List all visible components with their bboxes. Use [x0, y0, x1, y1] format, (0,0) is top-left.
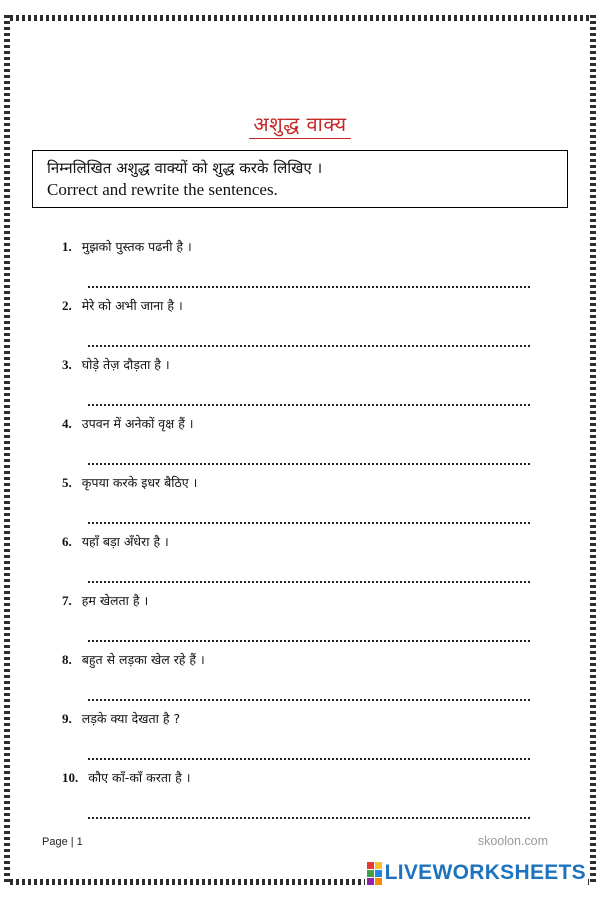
- question-number: 3.: [62, 357, 72, 372]
- liveworksheets-logo[interactable]: [365, 860, 588, 886]
- answer-input[interactable]: [88, 567, 530, 583]
- question-text: लड़के क्या देखता है ?: [81, 711, 181, 726]
- question-line: [62, 710, 532, 728]
- question-line: [62, 238, 532, 256]
- liveworksheets-grid-icon: [367, 862, 382, 885]
- question-item: [62, 356, 532, 415]
- question-text: बहुत से लड़का खेल रहे हैं ।: [81, 652, 205, 667]
- answer-input[interactable]: [88, 685, 530, 701]
- answer-input[interactable]: [88, 331, 530, 347]
- question-number: 7.: [62, 593, 72, 608]
- question-item: [62, 474, 532, 533]
- question-item: [62, 238, 532, 297]
- logo-tile: [375, 878, 382, 885]
- answer-input[interactable]: [88, 449, 530, 465]
- question-number: 5.: [62, 475, 72, 490]
- question-item: [62, 710, 532, 769]
- question-text: उपवन में अनेकों वृक्ष हैं ।: [81, 416, 194, 431]
- question-line: [62, 533, 532, 551]
- site-credit: skoolon.com: [477, 834, 548, 848]
- question-text: कौए काँ-काँ करता है ।: [88, 770, 191, 785]
- decorative-border-top: [4, 15, 596, 21]
- decorative-border-right: [590, 15, 596, 885]
- instruction-box: [32, 150, 568, 208]
- question-item: [62, 533, 532, 592]
- answer-input[interactable]: [88, 626, 530, 642]
- answer-input[interactable]: [88, 508, 530, 524]
- logo-tile: [375, 870, 382, 877]
- question-number: 4.: [62, 416, 72, 431]
- answer-input[interactable]: [88, 803, 530, 819]
- question-item: [62, 651, 532, 710]
- worksheet-title: [0, 110, 600, 137]
- question-line: [62, 651, 532, 669]
- page-number: Page | 1: [42, 836, 83, 848]
- question-item: [62, 415, 532, 474]
- instruction-english: Correct and rewrite the sentences.: [47, 180, 278, 199]
- question-line: [62, 297, 532, 315]
- question-text: यहाँ बड़ा अँधेरा है ।: [81, 534, 169, 549]
- question-number: 9.: [62, 711, 72, 726]
- question-number: 1.: [62, 239, 72, 254]
- question-item: [62, 592, 532, 651]
- question-number: 8.: [62, 652, 72, 667]
- question-text: मुझको पुस्तक पढनी है ।: [81, 239, 192, 254]
- question-list: [62, 238, 532, 828]
- answer-input[interactable]: [88, 390, 530, 406]
- instruction-hindi: निम्नलिखित अशुद्ध वाक्यों को शुद्ध करके लिखिए ।: [47, 159, 323, 177]
- question-text: कृपया करके इधर बैठिए ।: [81, 475, 198, 490]
- logo-tile: [367, 870, 374, 877]
- logo-tile: [367, 862, 374, 869]
- decorative-border-left: [4, 15, 10, 885]
- worksheet-title-text: अशुद्ध वाक्य: [249, 112, 350, 139]
- question-line: [62, 769, 532, 787]
- question-line: [62, 474, 532, 492]
- logo-tile: [367, 878, 374, 885]
- question-text: मेरे को अभी जाना है ।: [81, 298, 183, 313]
- question-item: [62, 769, 532, 828]
- logo-tile: [375, 862, 382, 869]
- question-number: 10.: [62, 770, 79, 785]
- question-number: 2.: [62, 298, 72, 313]
- question-line: [62, 592, 532, 610]
- question-number: 6.: [62, 534, 72, 549]
- question-text: हम खेलता है ।: [81, 593, 149, 608]
- liveworksheets-wordmark: LIVEWORKSHEETS: [384, 861, 586, 884]
- question-line: [62, 356, 532, 374]
- question-text: घोड़े तेज़ दौड़ता है ।: [81, 357, 170, 372]
- question-line: [62, 415, 532, 433]
- question-item: [62, 297, 532, 356]
- answer-input[interactable]: [88, 272, 530, 288]
- answer-input[interactable]: [88, 744, 530, 760]
